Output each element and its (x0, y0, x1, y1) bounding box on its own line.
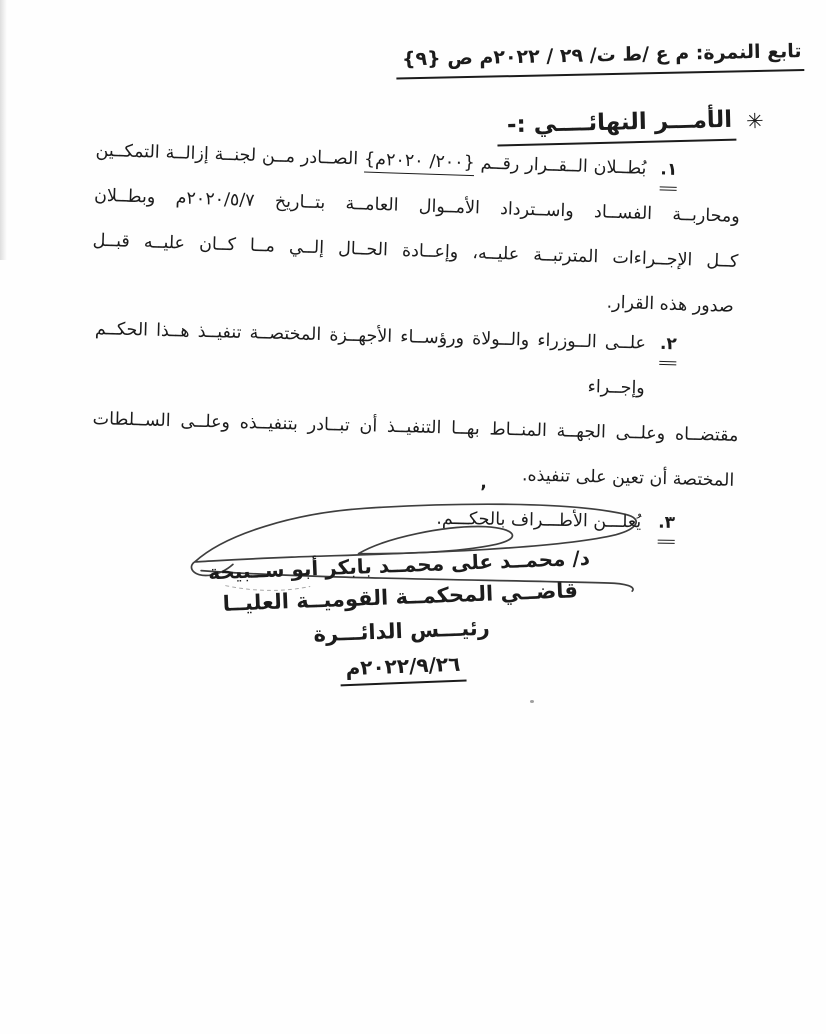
order-item-1 (90, 129, 742, 330)
item-1-line-1-post: الصــادر مــن لجنــة إزالــة التمكــين (95, 140, 365, 170)
decision-number-underlined: {٢٠٠/ ٢٠٢٠م} (364, 150, 475, 177)
item-3-number: ٣. (658, 506, 676, 544)
item-1-number: ١. (660, 152, 678, 191)
asterisk-star-icon: ✳ (746, 109, 765, 134)
item-3-line-1-text: يُعلـــن الأطـــراف بالحكـــم. (436, 508, 642, 533)
ink-tick-mark: ٬ (479, 481, 488, 503)
item-2-number: ٢. (659, 327, 677, 365)
order-item-1-line-3: كــل الإجــراءات المترتبــة عليــه، وإعــادة الحــال إلــي مــا كــان عليــه قبــل (92, 230, 739, 272)
order-item-2-line-1 (93, 307, 677, 412)
final-order-heading (497, 106, 765, 147)
judge-name: د/ محمــد على محمــد بابكر أبو ســبيحة (207, 545, 591, 585)
judge-title-court: قاضــي المحكمــة القوميــة العليــا (222, 578, 579, 616)
signature-block (107, 481, 694, 695)
order-item-1-line-2: ومحاربــة الفســاد واســترداد الأمــوال العامــة بتــاريخ ٢٠٢٠/٥/٧م وبطــلان (93, 185, 741, 228)
signature-date: ٢٠٢٢/٩/٢٦م (339, 652, 467, 687)
judge-title-circuit-head: رئيـــس الدائـــرة (313, 615, 491, 647)
order-item-1-line-4: صدور هذه القرار. (606, 292, 735, 317)
case-reference-header: تابع النمرة: م ع /ط ت/ ٢٩ / ٢٠٢٢م ص {٩} (396, 40, 804, 80)
ink-speck (530, 700, 534, 703)
order-item-2-line-3: المختصة أن تعين على تنفيذه. (521, 465, 735, 491)
order-item-2-line-2: مقتضــاه وعلــى الجهــة المنــاط بهــا التنفيــذ أن تبــادر بتنفيــذه وعلــى الســلطات (92, 409, 739, 446)
scan-edge-shadow (0, 0, 7, 260)
final-order-title: الأمـــر النهائــــي :- (497, 107, 737, 147)
item-2-line-1-text: علــى الــوزراء والــولاة ورؤســاء الأجهــزة المختصــة تنفيــذ هــذا الحكــم وإجــراء (94, 319, 647, 399)
item-1-line-1-pre: بُطــلان الــقــرار رقــم (474, 153, 647, 179)
order-item-2 (91, 307, 741, 504)
